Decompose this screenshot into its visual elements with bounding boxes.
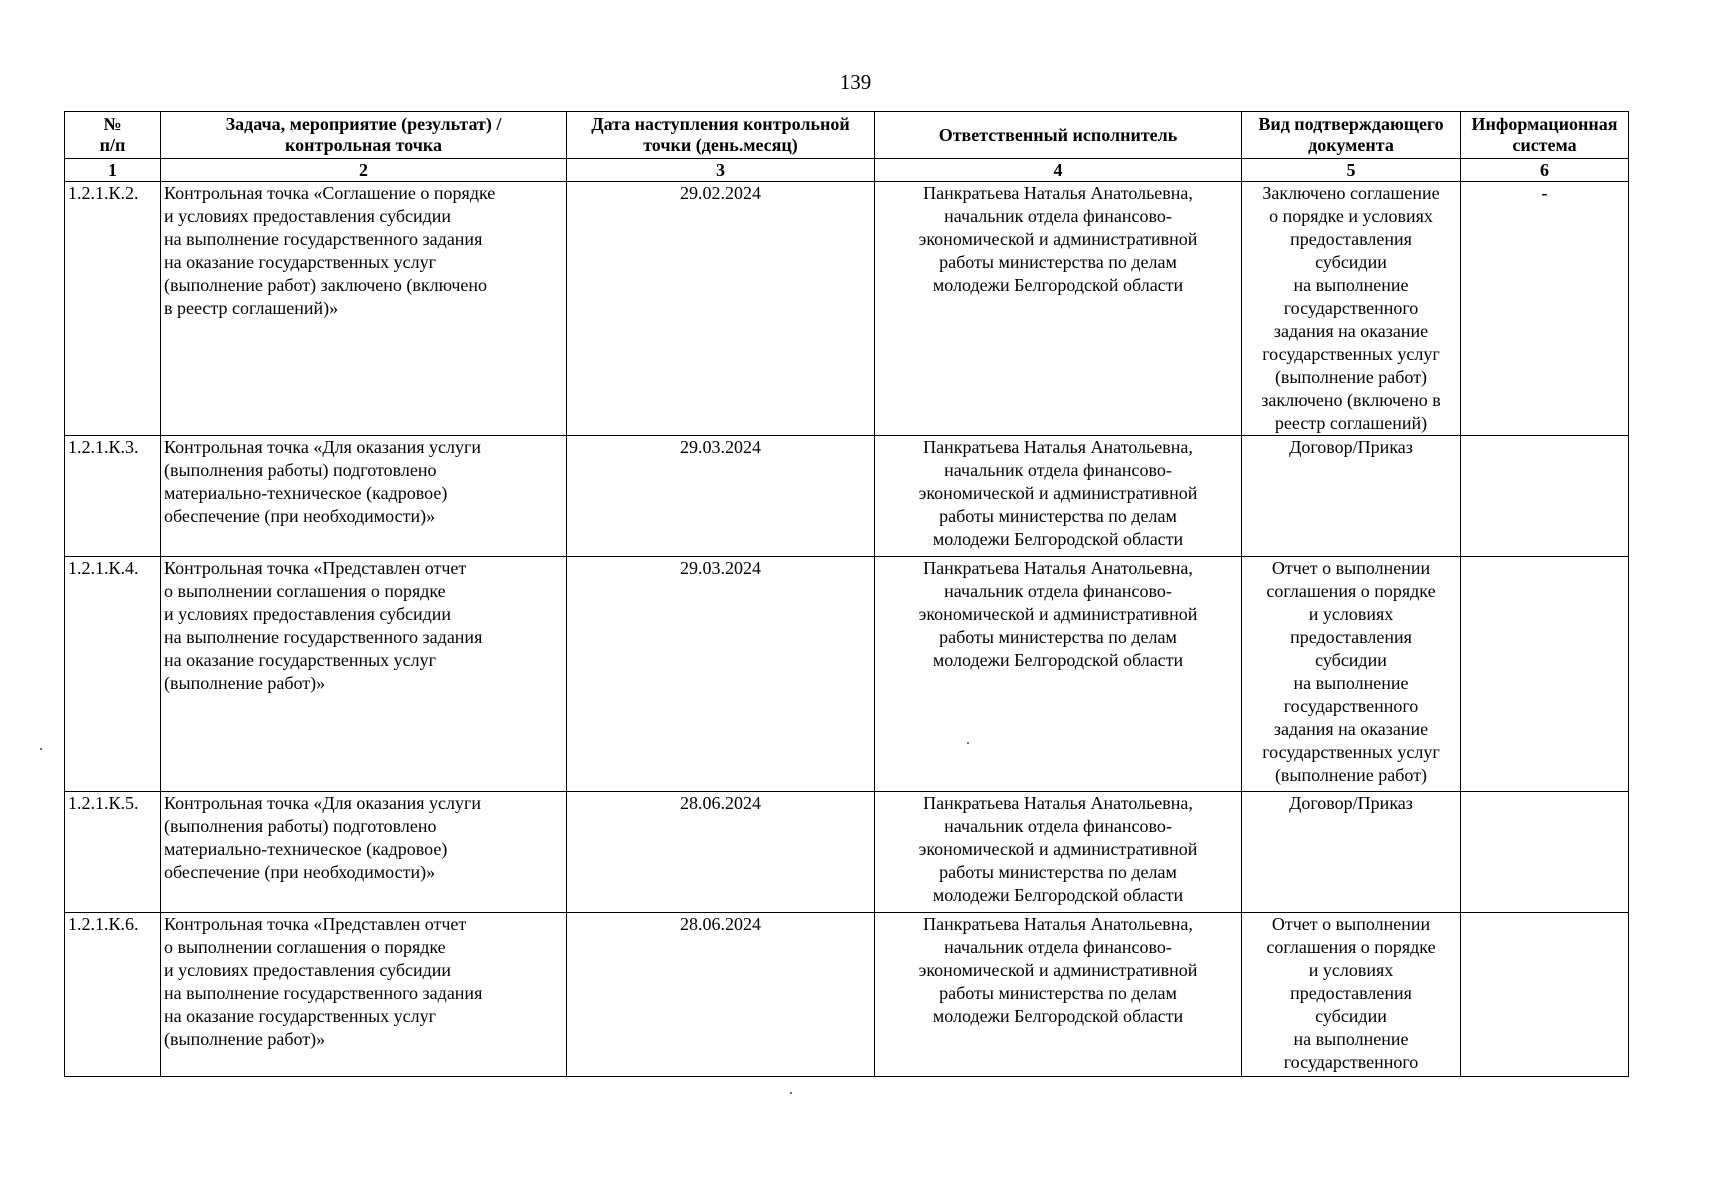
header-date: Дата наступления контрольной точки (день.месяц) xyxy=(567,112,875,159)
responsible-cell: Панкратьева Наталья Анатольевна, начальник отдела финансово- экономической и административной работы министерства по делам молодежи Белгородской области xyxy=(875,436,1242,557)
responsible-cell: Панкратьева Наталья Анатольевна, начальник отдела финансово- экономической и административной работы министерства по делам молодежи Белгородской области xyxy=(875,792,1242,913)
table-row xyxy=(65,792,1629,913)
header-task: Задача, мероприятие (результат) / контрольная точка xyxy=(161,112,567,159)
task-cell: Контрольная точка «Соглашение о порядке и условиях предоставления субсидии на выполнение государственного задания на оказание государственных услуг (выполнение работ) заключено (включено в реестр соглашений)» xyxy=(161,182,567,436)
row-number: 1.2.1.К.4. xyxy=(65,557,161,792)
document-cell: Договор/Приказ xyxy=(1242,792,1461,913)
task-cell: Контрольная точка «Для оказания услуги (выполнения работы) подготовлено материально-техническое (кадровое) обеспечение (при необходимости)» xyxy=(161,436,567,557)
page-number: 139 xyxy=(839,70,872,94)
info-system-cell: - xyxy=(1461,182,1629,436)
document-cell: Заключено соглашение о порядке и условиях предоставления субсидии на выполнение государственного задания на оказание государственных услуг (выполнение работ) заключено (включено в реестр соглашений) xyxy=(1242,182,1461,436)
row-number: 1.2.1.К.2. xyxy=(65,182,161,436)
column-number: 6 xyxy=(1461,159,1629,182)
column-number: 2 xyxy=(161,159,567,182)
table-row xyxy=(65,436,1629,557)
info-system-cell xyxy=(1461,913,1629,1077)
column-number: 4 xyxy=(875,159,1242,182)
column-number: 5 xyxy=(1242,159,1461,182)
date-cell: 29.02.2024 xyxy=(567,182,875,436)
date-cell: 29.03.2024 xyxy=(567,557,875,792)
task-cell: Контрольная точка «Представлен отчет о выполнении соглашения о порядке и условиях предоставления субсидии на выполнение государственного задания на оказание государственных услуг (выполнение работ)» xyxy=(161,913,567,1077)
header-responsible: Ответственный исполнитель xyxy=(875,112,1242,159)
date-cell: 29.03.2024 xyxy=(567,436,875,557)
column-number: 3 xyxy=(567,159,875,182)
row-number: 1.2.1.К.5. xyxy=(65,792,161,913)
scan-speck xyxy=(790,1092,792,1094)
row-number: 1.2.1.К.3. xyxy=(65,436,161,557)
header-number: № п/п xyxy=(65,112,161,159)
table-row xyxy=(65,557,1629,792)
checkpoints-table xyxy=(64,111,1629,1077)
responsible-cell: Панкратьева Наталья Анатольевна, начальник отдела финансово- экономической и административной работы министерства по делам молодежи Белгородской области xyxy=(875,557,1242,792)
date-cell: 28.06.2024 xyxy=(567,913,875,1077)
responsible-cell: Панкратьева Наталья Анатольевна, начальник отдела финансово- экономической и административной работы министерства по делам молодежи Белгородской области xyxy=(875,182,1242,436)
document-cell: Договор/Приказ xyxy=(1242,436,1461,557)
table-row xyxy=(65,913,1629,1077)
column-number-row xyxy=(65,159,1629,182)
responsible-cell: Панкратьева Наталья Анатольевна, начальник отдела финансово- экономической и административной работы министерства по делам молодежи Белгородской области xyxy=(875,913,1242,1077)
info-system-cell xyxy=(1461,792,1629,913)
scan-speck xyxy=(967,742,969,744)
task-cell: Контрольная точка «Представлен отчет о выполнении соглашения о порядке и условиях предоставления субсидии на выполнение государственного задания на оказание государственных услуг (выполнение работ)» xyxy=(161,557,567,792)
info-system-cell xyxy=(1461,436,1629,557)
document-cell: Отчет о выполнении соглашения о порядке и условиях предоставления субсидии на выполнение государственного задания на оказание государственных услуг (выполнение работ) xyxy=(1242,557,1461,792)
date-cell: 28.06.2024 xyxy=(567,792,875,913)
header-document: Вид подтверждающего документа xyxy=(1242,112,1461,159)
column-number: 1 xyxy=(65,159,161,182)
document-cell: Отчет о выполнении соглашения о порядке и условиях предоставления субсидии на выполнение государственного xyxy=(1242,913,1461,1077)
info-system-cell xyxy=(1461,557,1629,792)
task-cell: Контрольная точка «Для оказания услуги (выполнения работы) подготовлено материально-техническое (кадровое) обеспечение (при необходимости)» xyxy=(161,792,567,913)
scan-speck xyxy=(40,748,42,750)
header-info-system: Информационная система xyxy=(1461,112,1629,159)
header-row xyxy=(65,112,1629,159)
row-number: 1.2.1.К.6. xyxy=(65,913,161,1077)
table-row xyxy=(65,182,1629,436)
